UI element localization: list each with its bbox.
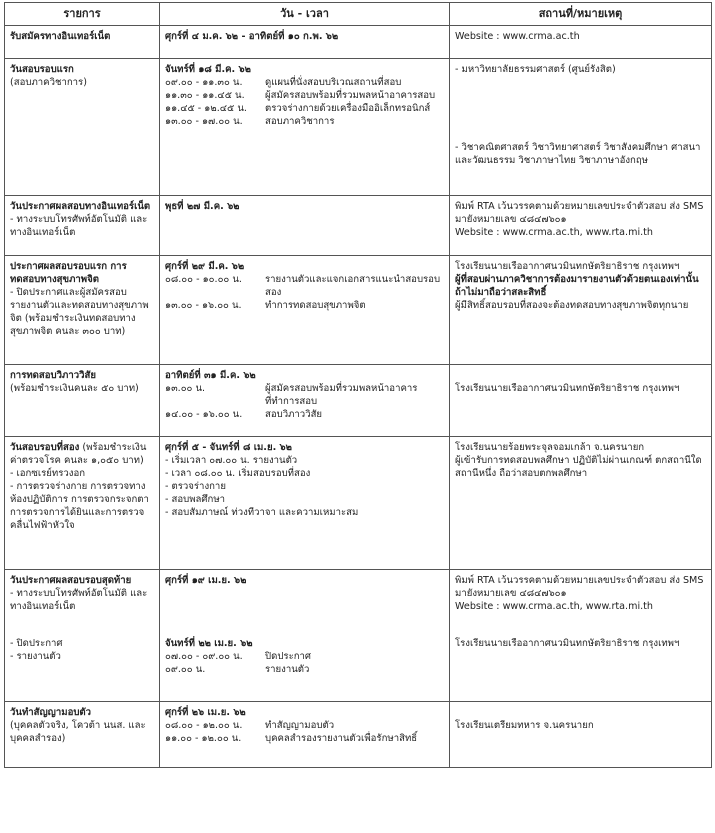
item-cell: [5, 702, 160, 768]
schedule-line: [165, 115, 444, 128]
place-text: โรงเรียนนายเรืออากาศนวมินทกษัตริยาธิราช กรุงเทพฯ: [455, 638, 680, 649]
place-text: Website : www.crma.ac.th: [455, 31, 580, 42]
place-text: - วิชาคณิตศาสตร์ วิชาวิทยาศาสตร์ วิชาสังคมศึกษา ศาสนา และวัฒนธรรม วิชาภาษาไทย วิชาภาษาอังกฤษ: [455, 142, 701, 166]
date-text: อาทิตย์ที่ ๓๑ มี.ค. ๖๒: [165, 370, 256, 381]
date-text: ศุกร์ที่ ๑๙ เม.ย. ๖๒: [165, 575, 247, 586]
list-item: - รายงานตัว: [10, 651, 61, 662]
place-cell: [450, 26, 712, 59]
item-subtitle: (สอบภาควิชาการ): [10, 77, 87, 88]
place-text: ผู้เข้ารับการทดสอบพลศึกษา ปฏิบัติไม่ผ่านเกณฑ์ ตกสถานีใดสถานีหนึ่ง ถือว่าสอบตกพลศึกษา: [455, 455, 702, 479]
place-cell: [450, 702, 712, 768]
date-cell: [160, 570, 450, 702]
table-row: [5, 26, 712, 59]
date-cell: [160, 365, 450, 437]
date-text: ศุกร์ที่ ๒๖ เม.ย. ๖๒: [165, 707, 246, 718]
schedule-line: [165, 408, 444, 421]
item-cell: [5, 365, 160, 437]
item-title-block: [10, 441, 154, 467]
date-text: ศุกร์ที่ ๕ - จันทร์ที่ ๘ เม.ย. ๖๒: [165, 442, 292, 453]
desc-text: ทำสัญญามอบตัว: [265, 720, 335, 731]
place-text: Website : www.crma.ac.th, www.rta.mi.th: [455, 601, 653, 612]
date-text: พุธที่ ๒๗ มี.ค. ๖๒: [165, 201, 240, 212]
desc-text: รายงานตัว: [265, 664, 310, 675]
list-item: - สอบสัมภาษณ์ ท่วงทีวาจา และความเหมาะสม: [165, 507, 359, 518]
date-cell: [160, 59, 450, 196]
item-title: ประกาศผลสอบรอบแรก การทดสอบทางสุขภาพจิต: [10, 261, 127, 285]
list-item: - เริ่มเวลา ๐๗.๐๐ น. รายงานตัว: [165, 455, 298, 466]
place-text: พิมพ์ RTA เว้นวรรคตามด้วยหมายเลขประจำตัวสอบ ส่ง SMS มายังหมายเลข ๔๘๔๗๖๐๑: [455, 201, 704, 225]
item-title-tail: (พร้อมชำระเงินค่าตรวจโรค คนละ ๑,๐๕๐ บาท): [10, 442, 147, 466]
place-cell: [450, 365, 712, 437]
table-row: [5, 59, 712, 196]
list-item: - ตรวจร่างกาย: [165, 481, 226, 492]
item-cell: [5, 437, 160, 570]
place-cell: [450, 256, 712, 365]
desc-text: สอบภาควิชาการ: [265, 116, 335, 127]
header-row: [5, 3, 712, 26]
item-title: วันประกาศผลสอบทางอินเทอร์เน็ต: [10, 201, 151, 212]
time-text: ๐๙.๐๐ - ๑๑.๓๐ น.: [165, 77, 243, 88]
time-text: ๑๓.๐๐ - ๑๗.๐๐ น.: [165, 116, 243, 127]
date-text: จันทร์ที่ ๑๘ มี.ค. ๖๒: [165, 64, 251, 75]
schedule-line: [165, 382, 444, 408]
time-text: ๐๘.๐๐ - ๑๐.๐๐ น.: [165, 274, 242, 285]
schedule-table: [4, 2, 712, 768]
schedule-line: [165, 102, 444, 115]
header-place: สถานที่/หมายเหตุ: [450, 3, 712, 26]
schedule-line: [165, 650, 444, 663]
date-text: ศุกร์ที่ ๒๙ มี.ค. ๖๒: [165, 261, 245, 272]
schedule-line: [165, 273, 444, 299]
item-cell: [5, 26, 160, 59]
date-cell: [160, 437, 450, 570]
date-cell: [160, 702, 450, 768]
list-item: - การตรวจร่างกาย การตรวจทางห้องปฏิบัติการ การตรวจกระจกตา การตรวจการได้ยินและการตรวจคลื่นไฟฟ้าหัวใจ: [10, 481, 149, 531]
date-text: ศุกร์ที่ ๔ ม.ค. ๖๒ - อาทิตย์ที่ ๑๐ ก.พ. ๖๒: [165, 31, 339, 42]
place-text: โรงเรียนนายเรืออากาศนวมินทกษัตริยาธิราช กรุงเทพฯ: [455, 383, 680, 394]
time-text: ๑๑.๓๐ - ๑๑.๔๕ น.: [165, 90, 245, 101]
table-row: [5, 570, 712, 702]
time-text: ๑๑.๔๕ - ๑๒.๔๕ น.: [165, 103, 247, 114]
item-cell: [5, 570, 160, 702]
table-row: [5, 437, 712, 570]
item-cell: [5, 196, 160, 256]
time-text: ๑๑.๐๐ - ๑๒.๐๐ น.: [165, 733, 242, 744]
desc-text: บุคคลสำรองรายงานตัวเพื่อรักษาสิทธิ์: [265, 733, 418, 744]
list-item: - ทางระบบโทรศัพท์อัตโนมัติ และทางอินเทอร์เน็ต: [10, 588, 148, 612]
date-cell: [160, 256, 450, 365]
time-text: ๐๗.๐๐ - ๐๙.๐๐ น.: [165, 651, 243, 662]
desc-text: ตรวจร่างกายด้วยเครื่องมืออิเล็กทรอนิกส์: [265, 103, 431, 114]
place-cell: [450, 59, 712, 196]
item-subtitle: - ทางระบบโทรศัพท์อัตโนมัติ และทางอินเทอร์เน็ต: [10, 214, 148, 238]
place-cell: [450, 570, 712, 702]
item-title: วันทำสัญญามอบตัว: [10, 707, 92, 718]
date-text: จันทร์ที่ ๒๒ เม.ย. ๖๒: [165, 638, 253, 649]
schedule-line: [165, 732, 444, 745]
schedule-line: [165, 76, 444, 89]
time-text: ๑๓.๐๐ น.: [165, 383, 206, 394]
place-text: โรงเรียนนายร้อยพระจุลจอมเกล้า จ.นครนายก: [455, 442, 645, 453]
time-text: ๐๙.๐๐ น.: [165, 664, 206, 675]
schedule-page: [4, 2, 711, 768]
header-datetime: วัน - เวลา: [160, 3, 450, 26]
place-text: - มหาวิทยาลัยธรรมศาสตร์ (ศูนย์รังสิต): [455, 64, 616, 75]
place-text: พิมพ์ RTA เว้นวรรคตามด้วยหมายเลขประจำตัวสอบ ส่ง SMS มายังหมายเลข ๔๘๔๗๖๐๑: [455, 575, 704, 599]
desc-text: ทำการทดสอบสุขภาพจิต: [265, 300, 366, 311]
time-text: ๑๓.๐๐ - ๑๖.๐๐ น.: [165, 300, 242, 311]
desc-text: ดูแผนที่นั่งสอบบริเวณสถานที่สอบ: [265, 77, 402, 88]
list-item: - ปิดประกาศ: [10, 638, 63, 649]
desc-text: ผู้สมัครสอบพร้อมที่รวมพลหน้าอาคารที่ทำการสอบ: [265, 383, 418, 407]
list-item: - สอบพลศึกษา: [165, 494, 226, 505]
place-cell: [450, 437, 712, 570]
item-title: รับสมัครทางอินเทอร์เน็ต: [10, 31, 111, 42]
list-item: - เวลา ๐๘.๐๐ น. เริ่มสอบรอบที่สอง: [165, 468, 311, 479]
table-row: [5, 196, 712, 256]
item-subtitle: (พร้อมชำระเงินคนละ ๕๐ บาท): [10, 383, 139, 394]
item-subtitle: (บุคคลตัวจริง, โควต้า นนส. และบุคคลสำรอง): [10, 720, 146, 744]
item-cell: [5, 256, 160, 365]
desc-text: ผู้สมัครสอบพร้อมที่รวมพลหน้าอาคารสอบ: [265, 90, 436, 101]
list-item: - เอกซเรย์ทรวงอก: [10, 468, 86, 479]
desc-text: สอบวิภาววิสัย: [265, 409, 323, 420]
item-title: วันประกาศผลสอบรอบสุดท้าย: [10, 575, 132, 586]
table-row: [5, 702, 712, 768]
place-text: Website : www.crma.ac.th, www.rta.mi.th: [455, 227, 653, 238]
header-item: รายการ: [5, 3, 160, 26]
item-subtitle: - ปิดประกาศและผู้สมัครสอบรายงานตัวและทดสอบทางสุขภาพจิต (พร้อมชำระเงินทดสอบทางสุขภาพจิต คนละ ๓๐๐ บาท): [10, 287, 149, 337]
place-cell: [450, 196, 712, 256]
table-row: [5, 365, 712, 437]
desc-text: ปิดประกาศ: [265, 651, 312, 662]
place-text: ผู้มีสิทธิ์สอบรอบที่สองจะต้องทดสอบทางสุขภาพจิตทุกนาย: [455, 300, 689, 311]
schedule-line: [165, 719, 444, 732]
schedule-line: [165, 89, 444, 102]
date-cell: [160, 26, 450, 59]
item-title: วันสอบรอบแรก: [10, 64, 74, 75]
desc-text: รายงานตัวและแจกเอกสารแนะนำสอบรอบสอง: [265, 274, 441, 298]
schedule-line: [165, 663, 444, 676]
item-cell: [5, 59, 160, 196]
schedule-line: [165, 299, 444, 312]
item-title: วันสอบรอบที่สอง: [10, 442, 80, 453]
time-text: ๐๘.๐๐ - ๑๒.๐๐ น.: [165, 720, 243, 731]
time-text: ๑๔.๐๐ - ๑๖.๐๐ น.: [165, 409, 243, 420]
table-row: [5, 256, 712, 365]
place-text: โรงเรียนเตรียมทหาร จ.นครนายก: [455, 720, 594, 731]
date-cell: [160, 196, 450, 256]
item-title: การทดสอบวิภาววิสัย: [10, 370, 96, 381]
place-text: โรงเรียนนายเรืออากาศนวมินทกษัตริยาธิราช กรุงเทพฯ: [455, 261, 680, 272]
place-note-bold: ผู้ที่สอบผ่านภาควิชาการต้องมารายงานตัวด้วยตนเองเท่านั้น ถ้าไม่มาถือว่าสละสิทธิ์: [455, 274, 699, 298]
